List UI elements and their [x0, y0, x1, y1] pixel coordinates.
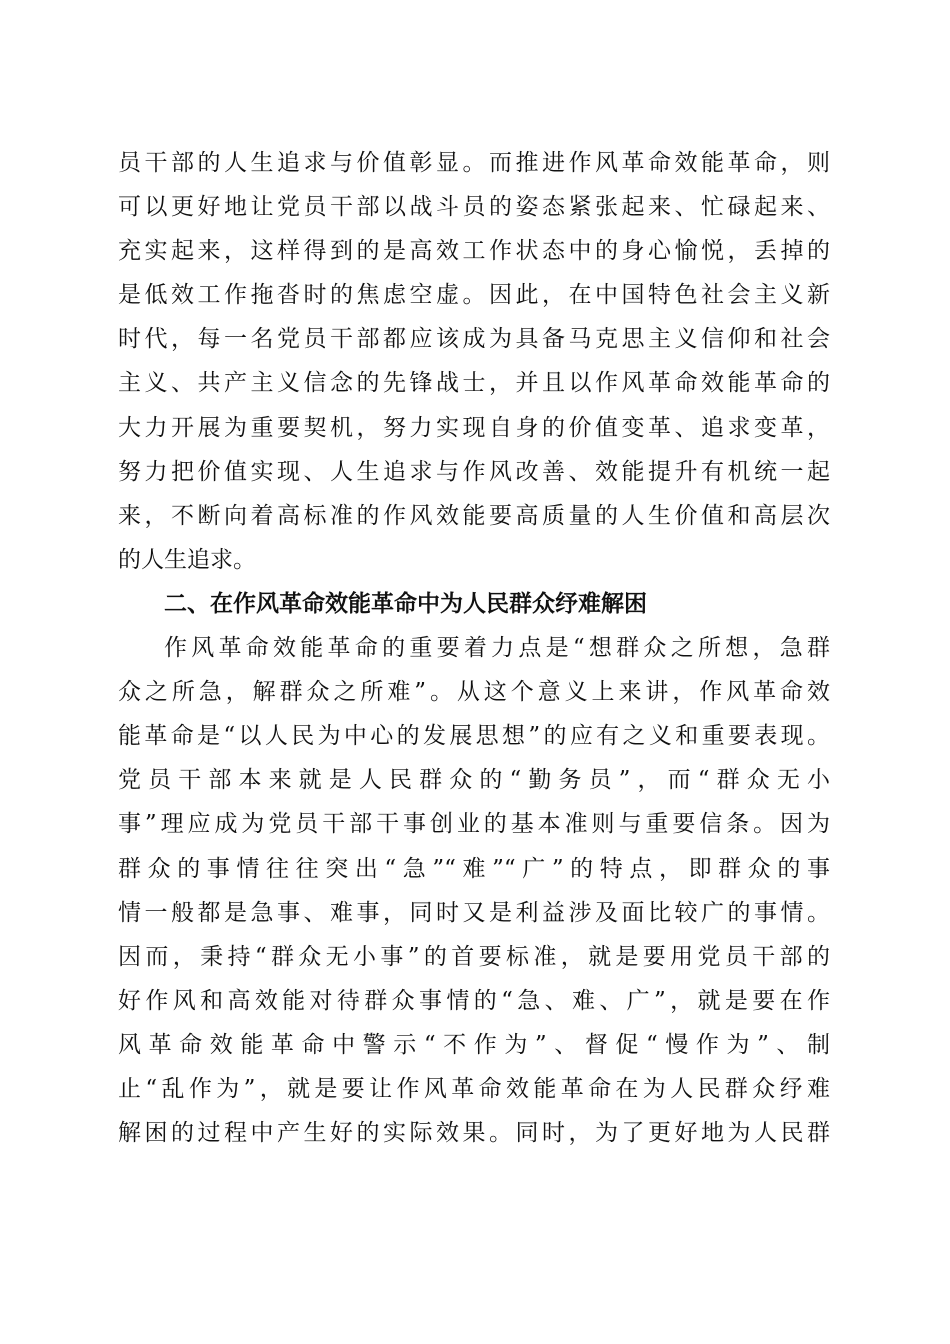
paragraph-line: 作风革命效能革命的重要着力点是“想群众之所想，急群	[164, 635, 830, 662]
paragraph-line: 时代，每一名党员干部都应该成为具备马克思主义信仰和社会	[118, 326, 830, 353]
paragraph-line: 可以更好地让党员干部以战斗员的姿态紧张起来、忙碌起来、	[118, 194, 830, 221]
paragraph-line: 解困的过程中产生好的实际效果。同时，为了更好地为人民群	[118, 1120, 830, 1147]
paragraph-line: 群众的事情往往突出“急”“难”“广”的特点，即群众的事	[118, 855, 830, 882]
paragraph-line: 员干部的人生追求与价值彰显。而推进作风革命效能革命，则	[118, 150, 830, 176]
paragraph-line: 情一般都是急事、难事，同时又是利益涉及面比较广的事情。	[118, 899, 830, 926]
paragraph-line: 大力开展为重要契机，努力实现自身的价值变革、追求变革，	[118, 414, 830, 441]
paragraph-line: 是低效工作拖沓时的焦虑空虚。因此，在中国特色社会主义新	[118, 282, 830, 309]
section-heading: 二、在作风革命效能革命中为人民群众纾难解困	[164, 590, 647, 617]
paragraph-line: 努力把价值实现、人生追求与作风改善、效能提升有机统一起	[118, 458, 830, 485]
paragraph-line: 主义、共产主义信念的先锋战士，并且以作风革命效能革命的	[118, 370, 830, 397]
paragraph-line: 充实起来，这样得到的是高效工作状态中的身心愉悦，丢掉的	[118, 238, 830, 265]
paragraph-line: 止“乱作为”，就是要让作风革命效能革命在为人民群众纾难	[118, 1075, 830, 1102]
paragraph-line: 好作风和高效能对待群众事情的“急、难、广”，就是要在作	[118, 987, 830, 1014]
paragraph-line: 众之所急，解群众之所难”。从这个意义上来讲，作风革命效	[118, 679, 830, 706]
paragraph-line: 党员干部本来就是人民群众的“勤务员”，而“群众无小	[118, 767, 830, 794]
document-body	[118, 141, 830, 1155]
paragraph-line: 来，不断向着高标准的作风效能要高质量的人生价值和高层次	[118, 502, 830, 529]
paragraph-line: 能革命是“以人民为中心的发展思想”的应有之义和重要表现。	[118, 723, 830, 750]
paragraph-line: 因而，秉持“群众无小事”的首要标准，就是要用党员干部的	[118, 943, 830, 970]
paragraph-line: 事”理应成为党员干部干事创业的基本准则与重要信条。因为	[118, 811, 830, 838]
paragraph-line: 风革命效能革命中警示“不作为”、督促“慢作为”、制	[118, 1031, 830, 1058]
paragraph-line: 的人生追求。	[118, 546, 256, 573]
